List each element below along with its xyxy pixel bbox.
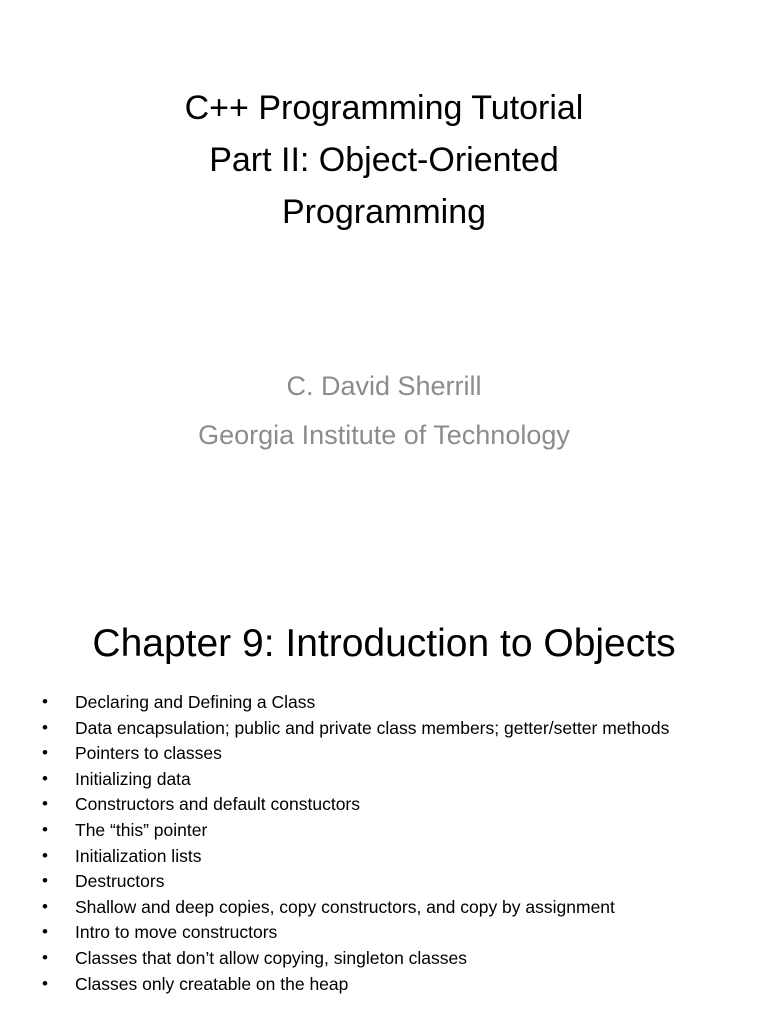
bullet-icon: • [42,896,48,916]
author-affiliation: Georgia Institute of Technology [198,420,570,450]
bullet-icon: • [42,947,48,967]
bullet-text: Initializing data [75,768,191,789]
slide-title [0,82,768,238]
chapter-slide [0,512,768,1024]
list-item [0,897,768,917]
title-line: Part II: Object-Oriented [209,141,559,179]
list-item [0,794,768,814]
bullet-text: Classes only creatable on the heap [75,973,349,994]
list-item [0,922,768,942]
title-line: C++ Programming Tutorial [184,89,584,127]
bullet-text: Declaring and Defining a Class [75,692,316,712]
bullet-text: Data encapsulation; public and private class members; getter/setter methods [75,717,670,738]
bullet-list [0,692,768,999]
title-line: Programming [281,193,487,231]
list-item [0,718,768,738]
slide-subtitle [0,362,768,460]
bullet-text: The “this” pointer [75,819,208,840]
bullet-icon: • [42,922,48,942]
bullet-text: Shallow and deep copies, copy constructors, and copy by assignment [75,896,615,917]
bullet-icon: • [42,871,48,891]
list-item [0,948,768,968]
bullet-icon: • [42,743,48,763]
bullet-icon: • [42,794,48,814]
bullet-icon: • [42,768,48,788]
list-item [0,692,768,712]
bullet-icon: • [42,973,48,993]
chapter-title: Chapter 9: Introduction to Objects [92,622,676,665]
bullet-text: Classes that don’t allow copying, singleton classes [75,947,468,968]
list-item [0,769,768,789]
bullet-text: Intro to move constructors [75,922,278,943]
bullet-text: Pointers to classes [75,743,222,764]
bullet-text: Initialization lists [75,845,202,866]
bullet-text: Destructors [75,871,165,892]
list-item [0,743,768,763]
bullet-icon: • [42,819,48,839]
list-item [0,974,768,994]
bullet-text: Constructors and default constuctors [75,794,361,815]
bullet-icon: • [42,692,48,711]
list-item [0,846,768,866]
list-item [0,820,768,840]
bullet-icon: • [42,845,48,865]
bullet-icon: • [42,717,48,737]
list-item [0,871,768,891]
author-name: C. David Sherrill [286,371,482,401]
